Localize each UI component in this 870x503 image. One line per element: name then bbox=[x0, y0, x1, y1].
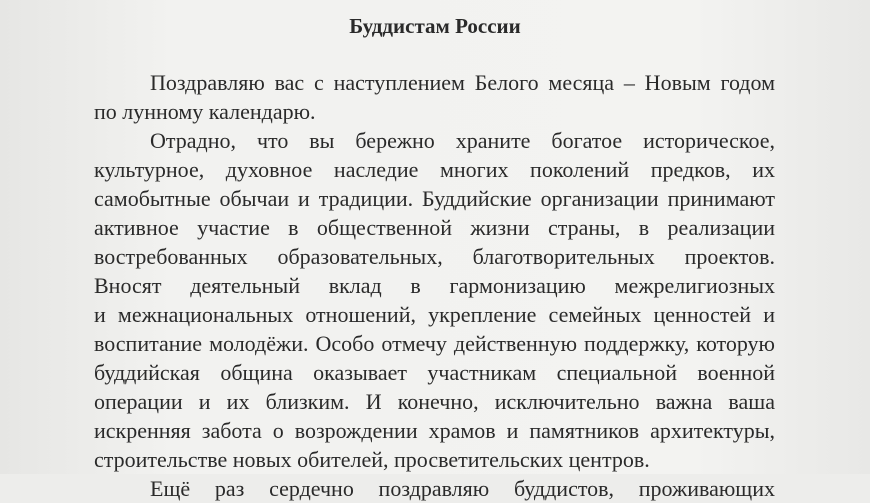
text-line: культурное, духовное наследие многих поколений предков, их bbox=[94, 157, 775, 182]
text-line: Вносят деятельный вклад в гармонизацию межрелигиозных bbox=[94, 273, 775, 298]
text-line: активное участие в общественной жизни страны, в реализации bbox=[94, 215, 775, 240]
document-title: Буддистам России bbox=[349, 14, 521, 38]
text-line: самобытные обычаи и традиции. Буддийские организации принимают bbox=[94, 186, 775, 211]
text-line: востребованных образовательных, благотворительных проектов. bbox=[94, 244, 775, 269]
text-line: воспитание молодёжи. Особо отмечу действенную поддержку, которую bbox=[94, 331, 775, 356]
text-line: Отрадно, что вы бережно храните богатое историческое, bbox=[150, 128, 775, 153]
text-line: искренняя забота о возрождении храмов и памятников архитектуры, bbox=[94, 418, 775, 443]
text-line: буддийская община оказывает участникам специальной военной bbox=[94, 360, 775, 385]
text-line: Ещё раз сердечно поздравляю буддистов, проживающих bbox=[150, 476, 775, 501]
text-line: по лунному календарю. bbox=[94, 99, 316, 124]
text-line: и межнациональных отношений, укрепление семейных ценностей и bbox=[94, 302, 775, 327]
text-line: строительстве новых обителей, просветительских центров. bbox=[94, 447, 650, 472]
text-line: Поздравляю вас с наступлением Белого месяца – Новым годом bbox=[150, 70, 775, 95]
text-line: операции и их близким. И конечно, исключительно важна ваша bbox=[94, 389, 775, 414]
